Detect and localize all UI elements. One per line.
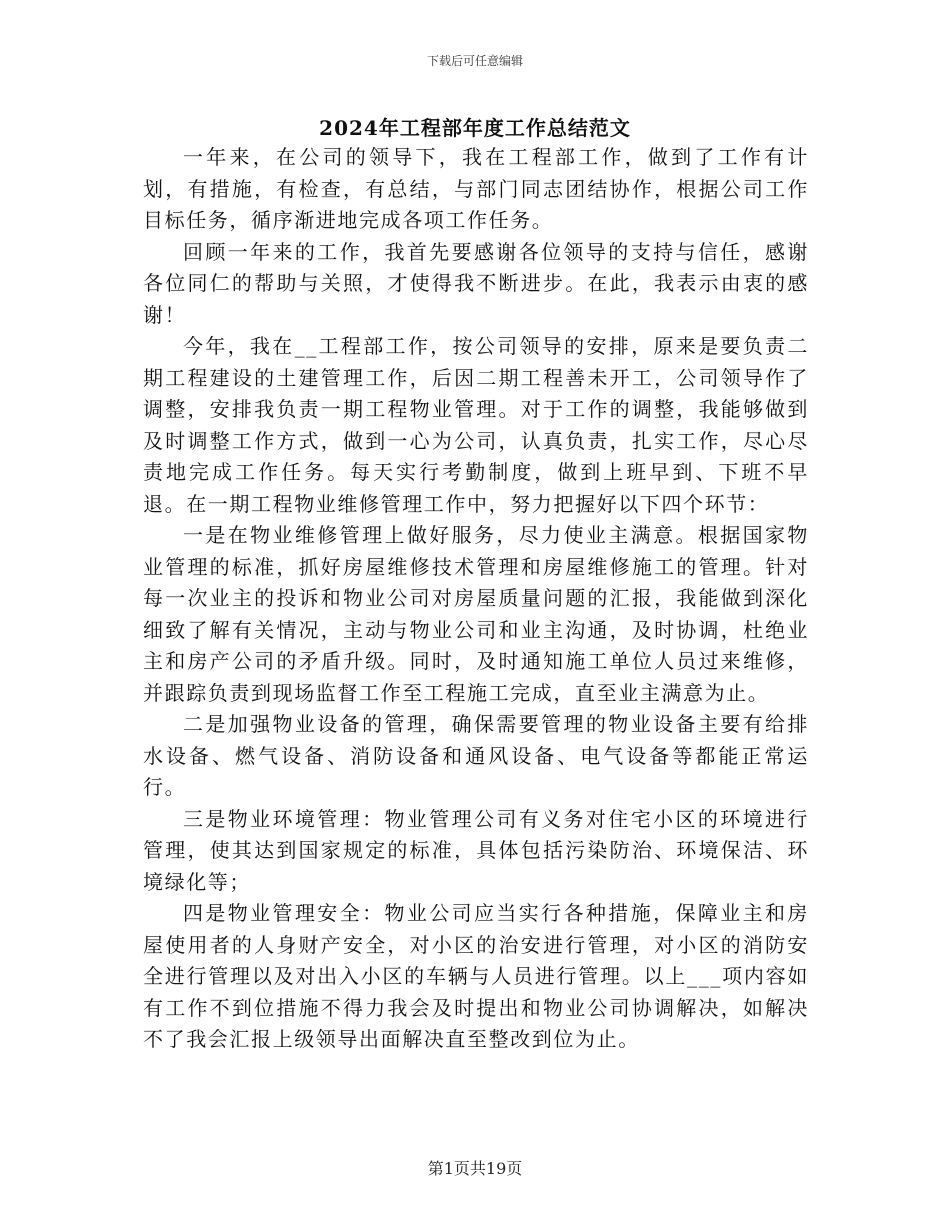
header-note: 下载后可任意编辑 <box>426 54 523 68</box>
page-indicator: 第1页共19页 <box>427 1159 523 1178</box>
paragraph-intro: 一年来，在公司的领导下，我在工程部工作，做到了工作有计划，有措施，有检查，有总结，与部门同志团结协作，根据公司工作目标任务，循序渐进地完成各项工作任务。 <box>143 145 809 232</box>
paragraph-assignment: 今年，我在__工程部工作，按公司领导的安排，原来是要负责二期工程建设的土建管理工作，后因二期工程善未开工，公司领导作了调整，安排我负责一期工程物业管理。对于工作的调整，我能够做到及时调整工作方式，做到一心为公司，认真负责，扎实工作，尽心尽责地完成工作任务。每天实行考勤制度，做到上班早到、下班不早退。在一期工程物业维修管理工作中，努力把握好以下四个环节： <box>143 334 809 516</box>
document-body <box>143 142 809 1056</box>
paragraph-environment: 三是物业环境管理：物业管理公司有义务对住宅小区的环境进行管理，使其达到国家规定的标准，具体包括污染防治、环境保洁、环境绿化等； <box>143 806 809 894</box>
paragraph-maintenance: 一是在物业维修管理上做好服务，尽力使业主满意。根据国家物业管理的标准，抓好房屋维修技术管理和房屋维修施工的管理。针对每一次业主的投诉和物业公司对房屋质量问题的汇报，我能做到深化细致了解有关情况，主动与物业公司和业主沟通，及时协调，杜绝业主和房产公司的矛盾升级。同时，及时通知施工单位人员过来维修，并跟踪负责到现场监督工作至工程施工完成，直至业主满意为止。 <box>143 523 809 705</box>
paragraph-equipment: 二是加强物业设备的管理，确保需要管理的物业设备主要有给排水设备、燃气设备、消防设备和通风设备、电气设备等都能正常运行。 <box>143 712 809 799</box>
document-title: 2024年工程部年度工作总结范文 <box>319 116 631 140</box>
paragraph-safety: 四是物业管理安全：物业公司应当实行各种措施，保障业主和房屋使用者的人身财产安全，对小区的治安进行管理，对小区的消防安全进行管理以及对出入小区的车辆与人员进行管理。以上___项内容如有工作不到位措施不得力我会及时提出和物业公司协调解决，如解决不了我会汇报上级领导出面解决直至整改到位为止。 <box>143 901 809 1051</box>
paragraph-thanks: 回顾一年来的工作，我首先要感谢各位领导的支持与信任，感谢各位同仁的帮助与关照，才使得我不断进步。在此，我表示由衷的感谢！ <box>143 239 809 327</box>
